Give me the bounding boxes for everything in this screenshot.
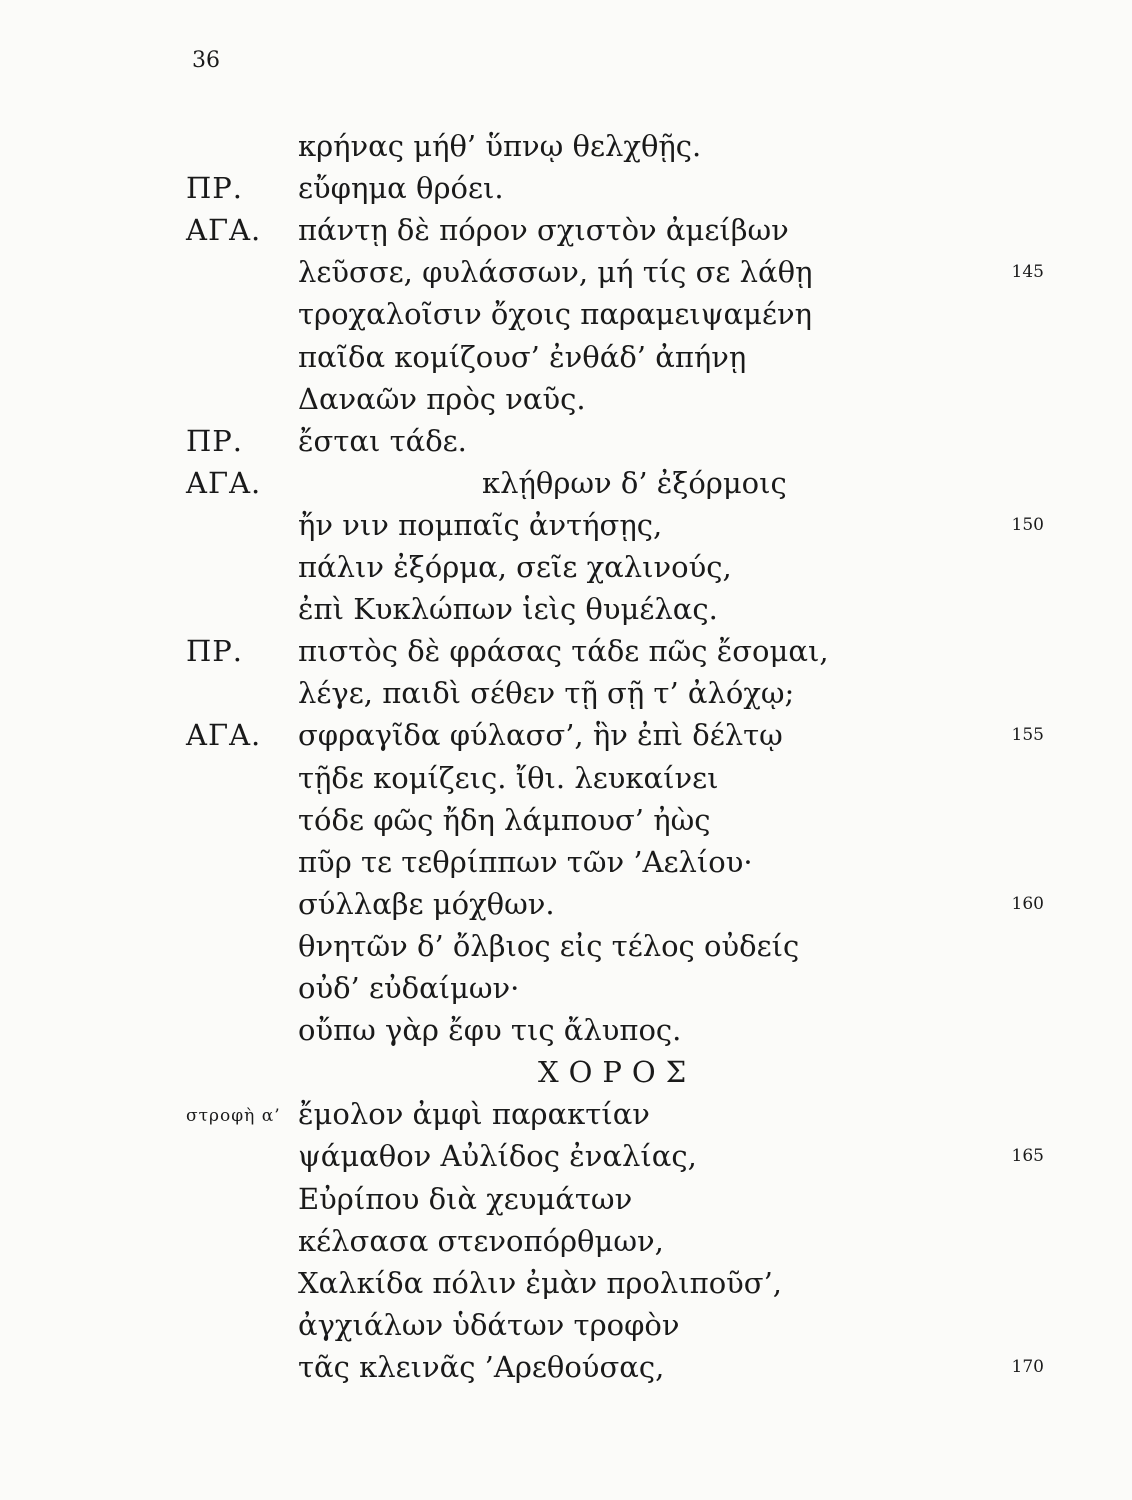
verse-text: ἐπὶ Κυκλώπων ἱεὶς θυμέλας. (298, 592, 718, 627)
verse-line (0, 168, 1132, 208)
verse-line (0, 1179, 1132, 1219)
verse-text: λέγε, παιδὶ σέθεν τῇ σῇ τ’ ἀλόχῳ; (298, 676, 795, 711)
verse-text: παῖδα κομίζουσ’ ἐνθάδ’ ἀπήνῃ (298, 339, 747, 374)
verse-line (0, 252, 1132, 292)
verse-line (0, 884, 1132, 924)
verse-text: τᾶς κλεινᾶς ’Αρεθούσας, (298, 1349, 665, 1384)
verse-line (0, 547, 1132, 587)
verse-line (0, 126, 1132, 166)
verse-line (0, 673, 1132, 713)
verse-line (0, 1136, 1132, 1176)
verse-line (0, 968, 1132, 1008)
verse-text: πάλιν ἐξόρμα, σεῖε χαλινούς, (298, 550, 732, 584)
speaker-label: ΠΡ. (186, 634, 244, 669)
verse-text: ἤν νιν πομπαῖς ἀντήσῃς, (298, 507, 663, 542)
line-number: 170 (1011, 1356, 1044, 1377)
verse-line (0, 715, 1132, 755)
line-number: 150 (1011, 514, 1044, 535)
verse-text: τῇδε κομίζεις. ἴθι. λευκαίνει (298, 760, 719, 795)
verse-text: ἔμολον ἀμφὶ παρακτίαν (298, 1097, 650, 1132)
verse-text: Δαναῶν πρὸς ναῦς. (298, 381, 586, 416)
line-number: 160 (1011, 893, 1044, 914)
verse-line (0, 1305, 1132, 1345)
verse-text: πῦρ τε τεθρίππων τῶν ’Αελίου· (298, 844, 753, 879)
verse-line (0, 1263, 1132, 1303)
strophe-label: στροφὴ α’ (186, 1106, 281, 1127)
verse-text: κέλσασα στενοπόρθμων, (298, 1223, 664, 1258)
verse-line (0, 926, 1132, 966)
verse-text: σύλλαβε μόχθων. (298, 886, 555, 921)
line-number: 155 (1011, 725, 1044, 746)
verse-text: πιστὸς δὲ φράσας τάδε πῶς ἔσομαι, (298, 634, 829, 669)
speaker-label: ΑΓΑ. (186, 465, 262, 500)
verse-line (0, 1010, 1132, 1050)
verse-line (0, 842, 1132, 882)
speaker-label: ΠΡ. (186, 171, 244, 206)
verse-text: τροχαλοῖσιν ὄχοις παραμειψαμένη (298, 297, 812, 332)
section-heading-line (0, 1052, 1132, 1092)
verse-text: κρήνας μήθ’ ὕπνῳ θελχθῇς. (298, 129, 702, 163)
page-number: 36 (192, 48, 220, 73)
verse-line (0, 758, 1132, 798)
verse-text: πάντῃ δὲ πόρον σχιστὸν ἀμείβων (298, 213, 789, 248)
verse-line (0, 294, 1132, 334)
verse-line (0, 589, 1132, 629)
speaker-label: ΑΓΑ. (186, 213, 262, 248)
verse-text: ψάμαθον Αὐλίδος ἐναλίας, (298, 1139, 697, 1174)
verse-line (0, 463, 1132, 503)
verse-line (0, 1094, 1132, 1134)
verse-text: τόδε φῶς ἤδη λάμπουσ’ ἠὼς (298, 802, 711, 837)
verse-line (0, 379, 1132, 419)
verse-text: σφραγῖδα φύλασσ’, ἣν ἐπὶ δέλτῳ (298, 718, 783, 753)
verse-text: οὐδ’ εὐδαίμων· (298, 971, 520, 1005)
verse-line (0, 1347, 1132, 1387)
verse-text: κλῄθρων δ’ ἐξόρμοις (482, 465, 787, 500)
verse-text: θνητῶν δ’ ὄλβιος εἰς τέλος οὐδείς (298, 928, 800, 963)
verse-text: οὔπω γὰρ ἔφυ τις ἄλυπος. (298, 1013, 682, 1048)
speaker-label: ΠΡ. (186, 423, 244, 458)
verse-text: Εὐρίπου διὰ χευμάτων (298, 1181, 633, 1216)
verse-text: Χαλκίδα πόλιν ἐμὰν προλιποῦσ’, (298, 1265, 783, 1300)
verse-text: ἔσται τάδε. (298, 423, 467, 458)
line-number: 145 (1011, 262, 1044, 283)
verse-line (0, 210, 1132, 250)
verse-line (0, 631, 1132, 671)
verse-line (0, 1221, 1132, 1261)
verse-text: λεῦσσε, φυλάσσων, μή τίς σε λάθῃ (298, 255, 813, 290)
verse-line (0, 800, 1132, 840)
verse-line (0, 505, 1132, 545)
verse-line (0, 421, 1132, 461)
speaker-label: ΑΓΑ. (186, 718, 262, 753)
verse-text: εὔφημα θρόει. (298, 171, 504, 206)
verse-line (0, 337, 1132, 377)
verse-text: ἀγχιάλων ὑδάτων τροφὸν (298, 1307, 680, 1342)
section-heading: ΧΟΡΟΣ (538, 1055, 697, 1090)
line-number: 165 (1011, 1146, 1044, 1167)
